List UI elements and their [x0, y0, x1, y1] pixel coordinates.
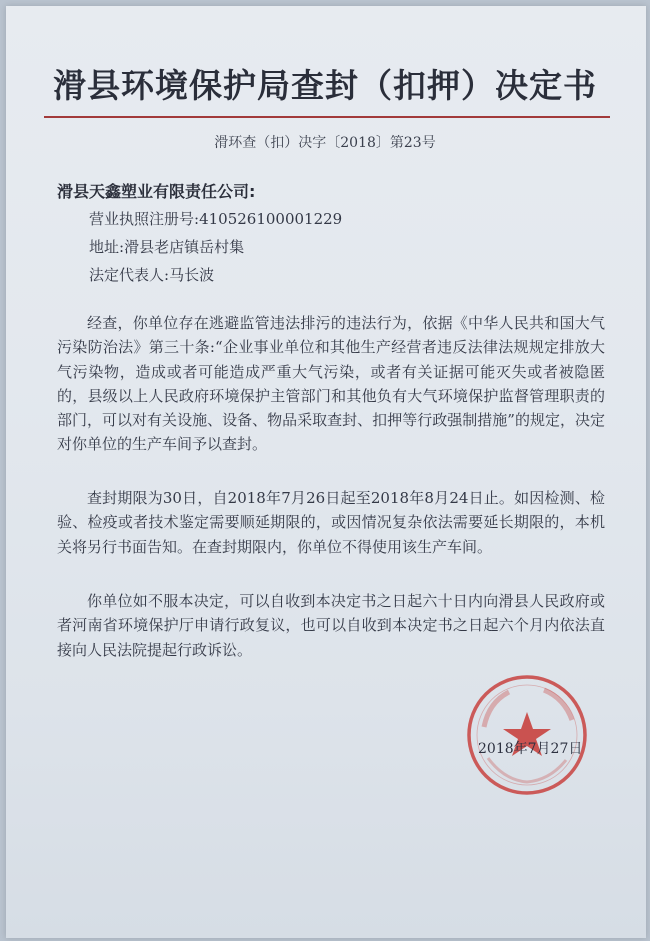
legal-rep-line — [89, 264, 214, 285]
document-number: 滑环查（扣）决字〔2018〕第23号 — [214, 135, 436, 151]
official-seal-icon — [464, 672, 590, 798]
document-title: 滑县环境保护局查封（扣押）决定书 — [53, 66, 597, 105]
issue-date: 2018年7月27日 — [478, 741, 583, 757]
address-line — [89, 236, 244, 257]
license-line — [89, 208, 342, 229]
legal-rep-label: 法定代表人: — [89, 266, 170, 284]
address-label: 地址: — [89, 238, 125, 256]
recipient-name: 滑县天鑫塑业有限责任公司: — [57, 182, 256, 201]
license-label: 营业执照注册号: — [89, 210, 200, 228]
body-paragraph-3: 你单位如不服本决定，可以自收到本决定书之日起六十日内向滑县人民政府或者河南省环境保护厅申请行政复议，也可以自收到本决定书之日起六个月内依法直接向人民法院提起行政诉讼。 — [57, 592, 605, 659]
title-divider — [44, 116, 610, 118]
license-value: 410526100001229 — [199, 210, 343, 228]
body-paragraph-1: 经查，你单位存在逃避监管违法排污的违法行为，依据《中华人民共和国大气污染防治法》第三十条:“企业事业单位和其他生产经营者违反法律法规规定排放大气污染物，造成或者可能造成严重大气污染，或者有关证据可能灭失或者被隐匿的，县级以上人民政府环境保护主管部门和其他负有大气环境保护监督管理职责的部门，可以对有关设施、设备、物品采取查封、扣押等行政强制措施”的规定，决定对你单位的生产车间予以查封。 — [57, 314, 605, 454]
legal-rep-value: 马长波 — [169, 266, 215, 284]
address-value: 滑县老店镇岳村集 — [124, 238, 245, 256]
body-paragraph-2: 查封期限为30日，自2018年7月26日起至2018年8月24日止。如因检测、检验、检疫或者技术鉴定需要顺延期限的，或因情况复杂依法需要延长期限的，本机关将另行书面告知。在查封期限内，你单位不得使用该生产车间。 — [57, 489, 605, 556]
